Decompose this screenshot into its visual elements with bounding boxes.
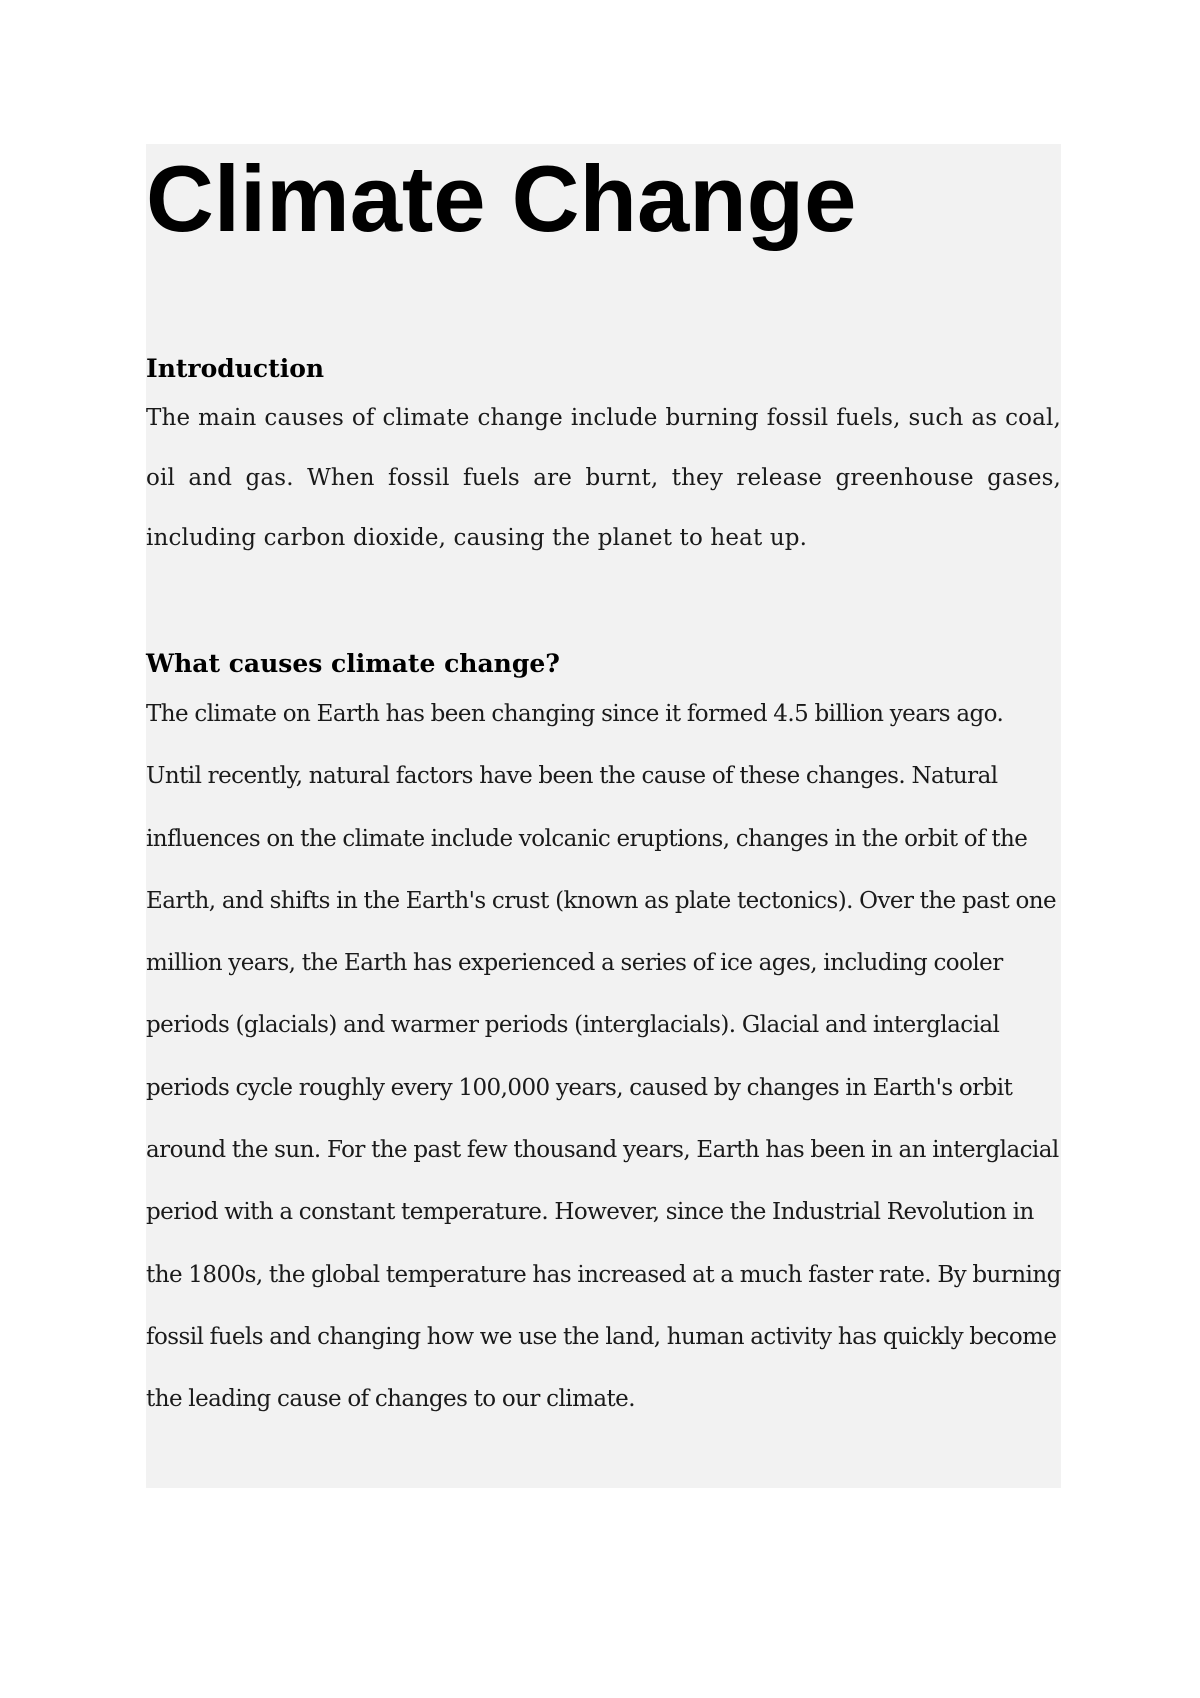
section-body-introduction: The main causes of climate change include burning fossil fuels, such as coal, oil and gas. When fossil fuels are burnt, they release greenhouse gases, including carbon dioxide, causing the planet to heat up. (146, 405, 1061, 551)
section-heading-causes: What causes climate change? (146, 649, 560, 678)
section-body-causes: The climate on Earth has been changing since it formed 4.5 billion years ago. Until recently, natural factors have been the cause of these changes. Natural influences on the climate include volcanic eruptions, changes in the orbit of the Earth, and shifts in the Earth's crust (known as plate tectonics). Over the past one million years, the Earth has experienced a series of ice ages, including cooler periods (glacials) and warmer periods (interglacials). Glacial and interglacial periods cycle roughly every 100,000 years, caused by changes in Earth's orbit around the sun. For the past few thousand years, Earth has been in an interglacial period with a constant temperature. However, since the Industrial Revolution in the 1800s, the global temperature has increased at a much faster rate. By burning fossil fuels and changing how we use the land, human activity has quickly become the leading cause of changes to our climate. (146, 701, 1061, 1413)
content-block (146, 144, 1061, 1488)
section-heading-introduction: Introduction (146, 354, 325, 383)
document-title: Climate Change (146, 146, 857, 251)
